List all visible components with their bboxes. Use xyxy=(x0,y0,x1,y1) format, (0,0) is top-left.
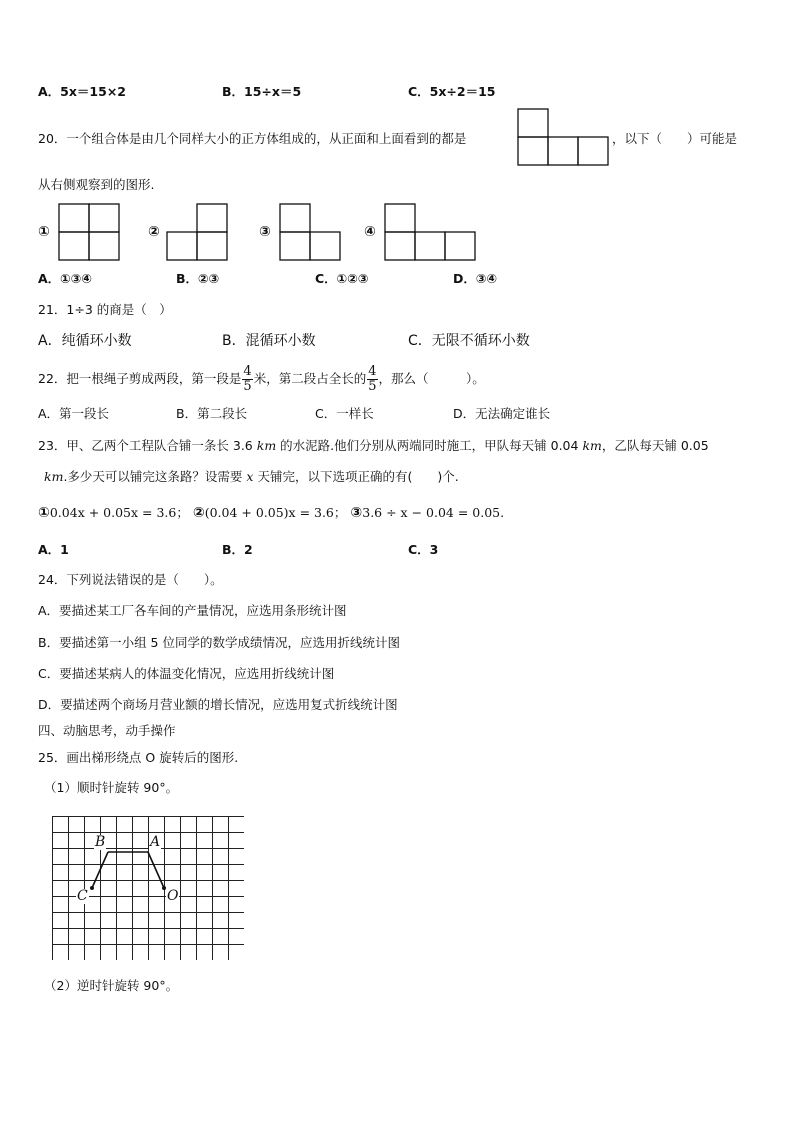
q25-stem: 25．画出梯形绕点 O 旋转后的图形. xyxy=(38,750,239,765)
q23-eq2-label: ② xyxy=(192,505,205,521)
q20-figure-label-3: ③ xyxy=(259,224,271,240)
q22-option-d: D．无法确定谁长 xyxy=(453,406,551,421)
section-title: 四、动脑思考，动手操作 xyxy=(38,723,176,738)
q24-option-b: B．要描述第一小组 5 位同学的数学成绩情况，应选用折线统计图 xyxy=(38,635,400,650)
q22-fraction-2-numerator: 4 xyxy=(368,364,377,379)
q23-line1 xyxy=(38,437,709,455)
q23-end: . xyxy=(500,505,505,520)
q20-figure-label-2: ② xyxy=(148,224,160,240)
q23-eq2: (0.04 + 0.05)x = 3.6 xyxy=(204,505,334,520)
q23-eq3-label: ③ xyxy=(350,505,363,521)
q25-point-b: B xyxy=(95,834,106,850)
q23-option-a: A．1 xyxy=(38,542,69,557)
q23-eq1: 0.04x + 0.05x = 3.6 xyxy=(49,505,177,520)
q24-option-c: C．要描述某病人的体温变化情况，应选用折线统计图 xyxy=(38,666,335,681)
q22-option-a: A．第一段长 xyxy=(38,406,110,421)
q23-line1-part2: 的水泥路.他们分别从两端同时施工，甲队每天铺 0.04 xyxy=(280,438,579,453)
q22-stem-part2: 米，第二段占全长的 xyxy=(253,371,367,386)
q25-point-c: C xyxy=(77,888,88,904)
q23-eq3: 3.6 ÷ x − 0.04 = 0.05 xyxy=(362,505,501,520)
q21-option-c: C．无限不循环小数 xyxy=(408,333,530,349)
q20-figure-4 xyxy=(384,203,476,261)
q22-stem-part1: 22．把一根绳子剪成两段，第一段是 xyxy=(38,371,242,386)
q25-grid-figure xyxy=(52,816,244,960)
q21-stem: 21．1÷3 的商是（ ） xyxy=(38,302,172,317)
q23-line1-part1: 23．甲、乙两个工程队合铺一条长 3.6 xyxy=(38,438,253,453)
q25-trapezoid xyxy=(92,852,164,888)
q25-part1: （1）顺时针旋转 90°。 xyxy=(44,780,179,795)
q23-sep-2: ； xyxy=(333,505,347,520)
q25-point-c-dot xyxy=(90,886,94,890)
q22-stem-part3: ，那么（ ）。 xyxy=(378,371,485,386)
q22-fraction-2 xyxy=(367,365,377,394)
q20-figure-3 xyxy=(279,203,341,261)
q22-fraction-1 xyxy=(242,365,252,394)
q24-option-a: A．要描述某工厂各车间的产量情况，应选用条形统计图 xyxy=(38,603,347,618)
q20-stem-tail: ，以下（ ）可能是 xyxy=(612,131,738,146)
q19-option-b: B．15÷x＝5 xyxy=(222,84,302,99)
q23-line2-part1: .多少天可以铺完这条路？设需要 xyxy=(63,469,243,484)
q22-fraction-2-denominator: 5 xyxy=(368,379,377,394)
q23-line1-part3: ，乙队每天铺 0.05 xyxy=(601,438,709,453)
q23-variable-x: x xyxy=(246,469,254,484)
q23-unit-2: km xyxy=(582,438,602,453)
q23-option-b: B．2 xyxy=(222,542,253,557)
q20-option-c: C．①②③ xyxy=(315,271,369,286)
q20-option-d: D．③④ xyxy=(453,271,498,286)
q20-stem-line2: 从右侧观察到的图形. xyxy=(38,177,155,192)
q24-stem: 24．下列说法错误的是（ ）。 xyxy=(38,572,223,587)
q25-point-a: A xyxy=(150,834,161,850)
q21-option-a: A．纯循环小数 xyxy=(38,333,132,349)
q20-option-b: B．②③ xyxy=(176,271,220,286)
q20-figure-2 xyxy=(166,203,228,261)
q25-point-o: O xyxy=(167,888,179,904)
q25-part2: （2）逆时针旋转 90°。 xyxy=(44,978,179,993)
q23-equations xyxy=(38,504,504,522)
q20-figure-label-1: ① xyxy=(38,224,50,240)
q23-line2-part2: 天铺完，以下选项正确的有( )个. xyxy=(257,469,459,484)
q20-stem: 20．一个组合体是由几个同样大小的正方体组成的，从正面和上面看到的都是 xyxy=(38,131,467,146)
q20-view-figure xyxy=(517,108,609,166)
q23-eq1-label: ① xyxy=(38,505,50,521)
q23-sep-1: ； xyxy=(176,505,189,520)
q22-stem xyxy=(38,359,485,399)
q23-line2 xyxy=(44,468,459,486)
q23-unit-1: km xyxy=(256,438,277,453)
q23-unit-3: km xyxy=(44,469,64,484)
q22-fraction-1-denominator: 5 xyxy=(243,379,252,394)
q20-figure-label-4: ④ xyxy=(364,224,376,240)
q21-option-b: B．混循环小数 xyxy=(222,333,316,349)
q23-option-c: C．3 xyxy=(408,542,439,557)
q20-option-a: A．①③④ xyxy=(38,271,92,286)
q22-fraction-1-numerator: 4 xyxy=(243,364,252,379)
q22-option-b: B．第二段长 xyxy=(176,406,248,421)
q19-option-c: C．5x÷2＝15 xyxy=(408,84,496,99)
q19-option-a: A．5x＝15×2 xyxy=(38,84,127,99)
q24-option-d: D．要描述两个商场月营业额的增长情况，应选用复式折线统计图 xyxy=(38,697,398,712)
q20-figure-1 xyxy=(58,203,120,261)
q22-option-c: C．一样长 xyxy=(315,406,374,421)
